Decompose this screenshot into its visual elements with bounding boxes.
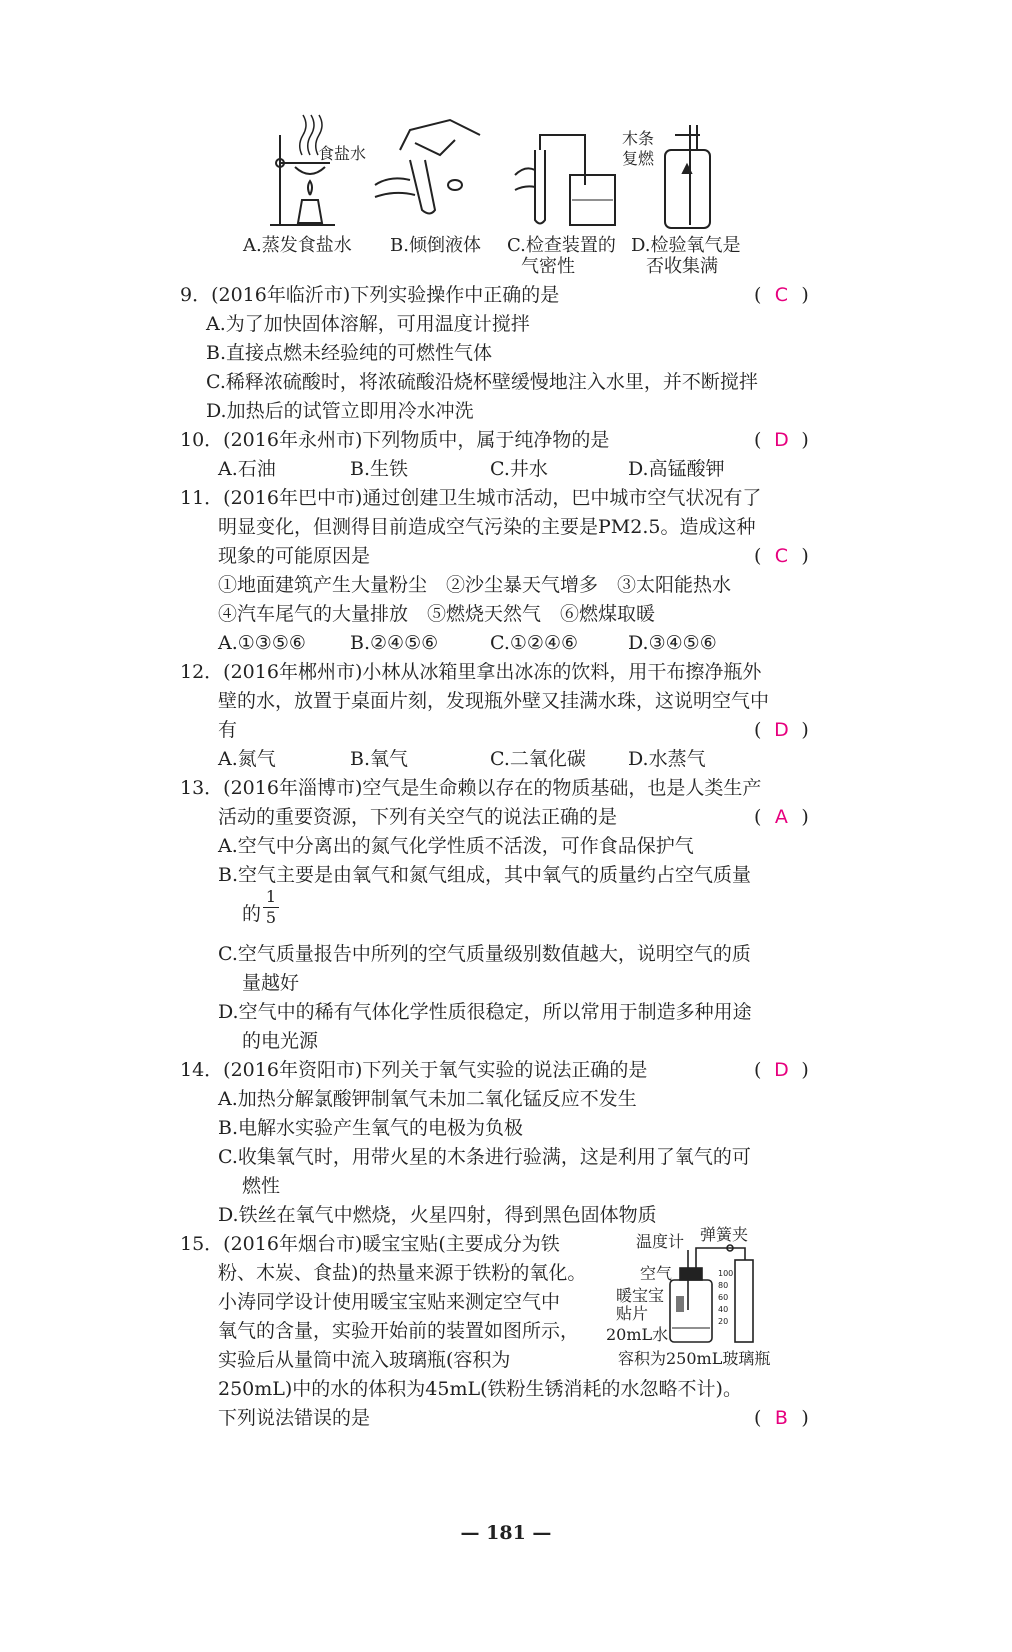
q9-option-b: B.直接点燃未经验纯的可燃性气体 <box>206 342 493 364</box>
q12-answer: ( D ) <box>754 719 809 741</box>
q13-option-d-line1: D.空气中的稀有气体化学性质很稳定，所以常用于制造多种用途 <box>218 1001 752 1023</box>
q15-line7: 下列说法错误的是 <box>218 1407 371 1429</box>
q14-option-c-line2: 燃性 <box>242 1175 281 1197</box>
q12-option-d: D.水蒸气 <box>628 748 706 770</box>
pouring-apparatus <box>375 120 480 214</box>
q15-answer: ( B ) <box>754 1407 809 1429</box>
thermometer-label: 温度计 <box>636 1232 685 1251</box>
air-label: 空气 <box>640 1264 673 1283</box>
q13-option-a: A.空气中分离出的氮气化学性质不活泼，可作食品保护气 <box>218 835 694 857</box>
q12-stem-line3: 有 <box>218 719 238 741</box>
q13-option-b-line2: 的 <box>242 903 262 925</box>
q12-option-c: C.二氧化碳 <box>490 748 586 770</box>
q9-option-d: D.加热后的试管立即用冷水冲洗 <box>206 400 474 422</box>
q15-line4: 氧气的含量，实验开始前的装置如图所示， <box>218 1320 580 1342</box>
q12-option-a: A.氮气 <box>218 748 276 770</box>
q13-option-c-line2: 量越好 <box>242 972 300 994</box>
warmer-label-line2: 贴片 <box>616 1304 649 1323</box>
q14-option-a: A.加热分解氯酸钾制氧气未加二氧化锰反应不发生 <box>218 1088 637 1110</box>
stick-label-line1: 木条 <box>622 129 655 148</box>
q9-option-c: C.稀释浓硫酸时，将浓硫酸沿烧杯壁缓慢地注入水里，并不断搅拌 <box>206 371 758 393</box>
q10-option-c: C.井水 <box>490 458 548 480</box>
stick-label-line2: 复燃 <box>622 149 655 168</box>
clamp-label: 弹簧夹 <box>700 1225 749 1244</box>
q13-answer: ( A ) <box>754 806 809 828</box>
tick-label: 100 <box>718 1269 734 1278</box>
q12-stem-line2: 壁的水，放置于桌面片刻，发现瓶外壁又挂满水珠，这说明空气中 <box>218 690 770 712</box>
q14-option-b: B.电解水实验产生氧气的电极为负极 <box>218 1117 524 1139</box>
q15-line3: 小涛同学设计使用暖宝宝贴来测定空气中 <box>218 1291 561 1313</box>
bottle-label: 容积为250mL玻璃瓶 <box>618 1349 771 1368</box>
q15-line6: 250mL)中的水的体积为45mL(铁粉生锈消耗的水忽略不计)。 <box>218 1378 742 1400</box>
q13-option-c-line1: C.空气质量报告中所列的空气质量级别数值越大，说明空气的质 <box>218 943 751 965</box>
tick-label: 60 <box>718 1293 729 1302</box>
q11-items-line2: ④汽车尾气的大量排放 ⑤燃烧天然气 ⑥燃煤取暖 <box>218 603 656 625</box>
q13-stem-line1: 13．(2016年淄博市)空气是生命赖以存在的物质基础，也是人类生产 <box>180 777 762 799</box>
q11-stem-line1: 11．(2016年巴中市)通过创建卫生城市活动，巴中城市空气状况有了 <box>180 487 762 509</box>
water-label: 20mL水 <box>606 1325 669 1344</box>
caption-b: B.倾倒液体 <box>390 235 481 256</box>
q10-option-a: A.石油 <box>218 458 276 480</box>
caption-c-line2: 气密性 <box>521 256 575 277</box>
q15-line2: 粉、木炭、食盐)的热量来源于铁粉的氧化。 <box>218 1262 587 1284</box>
q11-option-b: B.②④⑤⑥ <box>350 632 439 654</box>
q11-option-a: A.①③⑤⑥ <box>218 632 306 654</box>
q11-stem-line2: 明显变化，但测得目前造成空气污染的主要是PM2.5。造成这种 <box>218 516 756 538</box>
warmer-label-line1: 暖宝宝 <box>616 1286 665 1305</box>
q10-option-b: B.生铁 <box>350 458 409 480</box>
fraction-numerator: 1 <box>265 887 277 906</box>
tick-label: 80 <box>718 1281 729 1290</box>
q14-stem: 14．(2016年资阳市)下列关于氧气实验的说法正确的是 <box>180 1059 648 1081</box>
evaporation-apparatus <box>270 115 335 225</box>
cylinder-scale <box>718 1268 733 1328</box>
q11-answer: ( C ) <box>754 545 809 567</box>
caption-d-line2: 否收集满 <box>646 256 718 277</box>
q14-option-c-line1: C.收集氧气时，用带火星的木条进行验满，这是利用了氧气的可 <box>218 1146 751 1168</box>
q11-option-d: D.③④⑤⑥ <box>628 632 717 654</box>
oxygen-measurement-apparatus <box>660 1240 770 1350</box>
q12-stem-line1: 12．(2016年郴州市)小林从冰箱里拿出冰冻的饮料，用干布擦净瓶外 <box>180 661 762 683</box>
q13-option-d-line2: 的电光源 <box>242 1030 319 1052</box>
q13-option-b-line1: B.空气主要是由氧气和氮气组成，其中氧气的质量约占空气质量 <box>218 864 752 886</box>
tick-label: 40 <box>718 1305 729 1314</box>
q12-option-b: B.氧气 <box>350 748 409 770</box>
page-number: — 181 — <box>460 1522 552 1544</box>
oxygen-check-apparatus <box>665 125 710 228</box>
q15-line5: 实验后从量筒中流入玻璃瓶(容积为 <box>218 1349 511 1371</box>
q9-stem: 9．(2016年临沂市)下列实验操作中正确的是 <box>180 284 560 306</box>
q14-answer: ( D ) <box>754 1059 809 1081</box>
tick-label: 20 <box>718 1317 729 1326</box>
q10-stem: 10．(2016年永州市)下列物质中，属于纯净物的是 <box>180 429 610 451</box>
q10-option-d: D.高锰酸钾 <box>628 458 725 480</box>
caption-d-line1: D.检验氧气是 <box>631 235 741 256</box>
q9-option-a: A.为了加快固体溶解，可用温度计搅拌 <box>206 313 530 335</box>
q10-answer: ( D ) <box>754 429 809 451</box>
experiment-figures <box>250 105 770 240</box>
q13-fraction <box>263 888 279 927</box>
q11-items-line1: ①地面建筑产生大量粉尘 ②沙尘暴天气增多 ③太阳能热水 <box>218 574 732 596</box>
q14-option-d: D.铁丝在氧气中燃烧，火星四射，得到黑色固体物质 <box>218 1204 657 1226</box>
q9-answer: ( C ) <box>754 284 809 306</box>
caption-a: A.蒸发食盐水 <box>243 235 352 256</box>
q11-option-c: C.①②④⑥ <box>490 632 579 654</box>
q15-line1: 15．(2016年烟台市)暖宝宝贴(主要成分为铁 <box>180 1233 560 1255</box>
q11-stem-line3: 现象的可能原因是 <box>218 545 371 567</box>
airtight-check-apparatus <box>515 135 615 225</box>
salt-water-label: 食盐水 <box>318 144 367 163</box>
q13-stem-line2: 活动的重要资源，下列有关空气的说法正确的是 <box>218 806 618 828</box>
fraction-denominator: 5 <box>265 908 277 927</box>
caption-c-line1: C.检查装置的 <box>507 235 616 256</box>
